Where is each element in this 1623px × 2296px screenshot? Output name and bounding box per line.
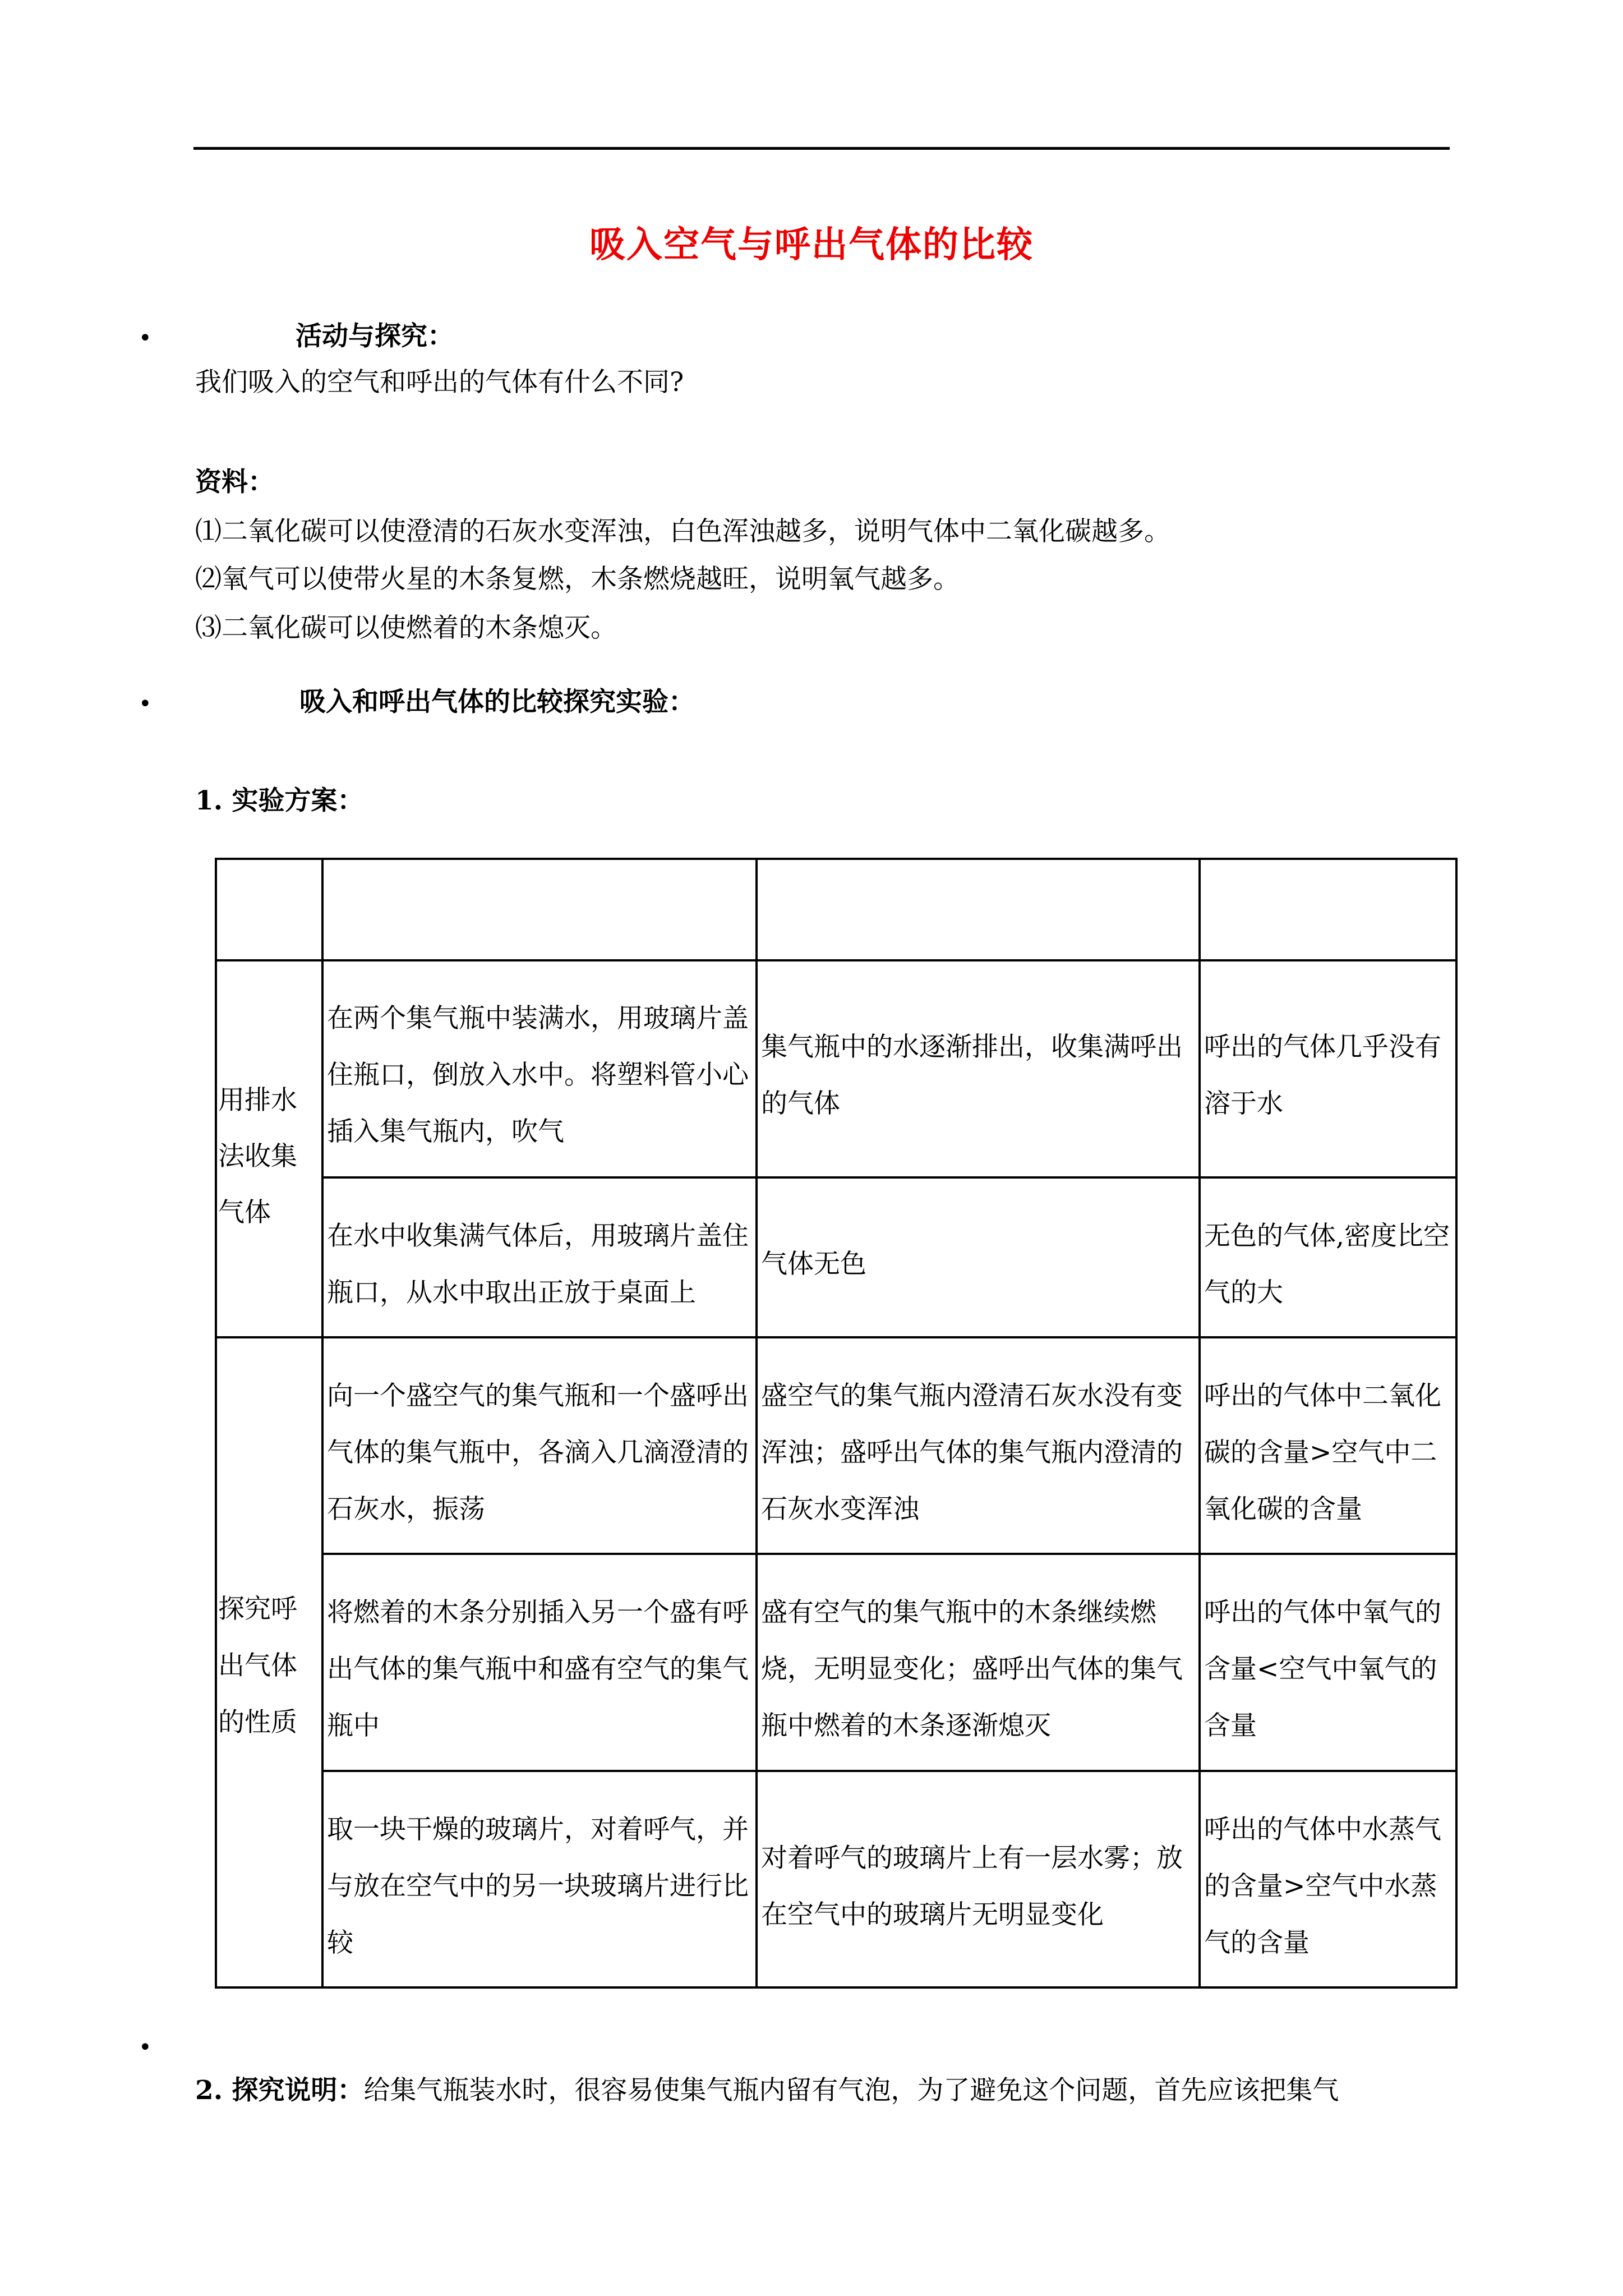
bullet-icon: • [139,325,152,351]
table-cell-observation: 盛有空气的集气瓶中的木条继续燃烧，无明显变化；盛呼出气体的集气瓶中燃着的木条逐渐熄灭 [761,1597,1183,1741]
material-item: ⑵氧气可以使带火星的木条复燃，木条燃烧越旺，说明氧气越多。 [195,564,960,595]
table-cell-conclusion: 呼出的气体中氧气的含量<空气中氧气的含量 [1204,1597,1441,1741]
table-cell-conclusion: 无色的气体,密度比空气的大 [1204,1221,1450,1308]
table-border-bottom [215,1986,1458,1989]
material-item: ⑶二氧化碳可以使燃着的木条熄灭。 [195,613,617,643]
table-cell-observation: 集气瓶中的水逐渐排出，收集满呼出的气体 [761,1032,1183,1119]
table-border-right [1455,858,1458,1989]
bullet-icon: • [139,691,152,717]
material-item: ⑴二氧化碳可以使澄清的石灰水变浑浊，白色浑浊越多，说明气体中二氧化碳越多。 [195,516,1170,547]
table-rule [321,1553,1458,1555]
header-rule [193,147,1450,150]
table-cell-step: 将燃着的木条分别插入另一个盛有呼出气体的集气瓶中和盛有空气的集气瓶中 [327,1597,749,1741]
group-label-properties: 探究呼出气体的性质 [218,1594,297,1738]
table-cell-step: 在水中收集满气体后，用玻璃片盖住瓶口，从水中取出正放于桌面上 [327,1221,749,1308]
table-cell-step: 取一块干燥的玻璃片，对着呼气，并与放在空气中的另一块玻璃片进行比较 [327,1814,749,1958]
table-cell-conclusion: 呼出的气体中水蒸气的含量>空气中水蒸气的含量 [1204,1814,1441,1958]
group-label-collect: 用排水法收集气体 [218,1085,297,1228]
table-cell-observation: 盛空气的集气瓶内澄清石灰水没有变浑浊；盛呼出气体的集气瓶内澄清的石灰水变浑浊 [761,1381,1183,1525]
table-cell-conclusion: 呼出的气体中二氧化碳的含量>空气中二氧化碳的含量 [1204,1381,1441,1525]
table-border-top [215,858,1458,860]
section2-heading: 吸入和呼出气体的比较探究实验： [299,687,695,717]
bullet-icon: • [139,2035,152,2060]
explanation-line [195,2074,1339,2108]
plan-label: 1. 实验方案： [195,785,364,816]
materials-label: 资料： [195,467,274,498]
section1-question: 我们吸入的空气和呼出的气体有什么不同? [195,367,684,398]
table-rule [215,1336,1458,1338]
page-title: 吸入空气与呼出气体的比较 [589,224,1034,266]
table-cell-observation: 气体无色 [761,1249,866,1280]
table-cell-step: 在两个集气瓶中装满水，用玻璃片盖住瓶口，倒放入水中。将塑料管小心插入集气瓶内，吹气 [327,1003,749,1147]
table-rule [321,1770,1458,1772]
table-rule [215,959,1458,961]
explanation-label: 2. 探究说明： [195,2075,364,2106]
table-cell-step: 向一个盛空气的集气瓶和一个盛呼出气体的集气瓶中，各滴入几滴澄清的石灰水，振荡 [327,1381,749,1525]
table-border-left [215,858,217,1989]
table-cell-observation: 对着呼气的玻璃片上有一层水雾；放在空气中的玻璃片无明显变化 [761,1843,1183,1930]
table-rule [321,1176,1458,1179]
table-cell-conclusion: 呼出的气体几乎没有溶于水 [1204,1032,1441,1119]
section1-heading: 活动与探究： [296,321,454,352]
explanation-text: 给集气瓶装水时，很容易使集气瓶内留有气泡，为了避免这个问题，首先应该把集气 [363,2075,1339,2106]
